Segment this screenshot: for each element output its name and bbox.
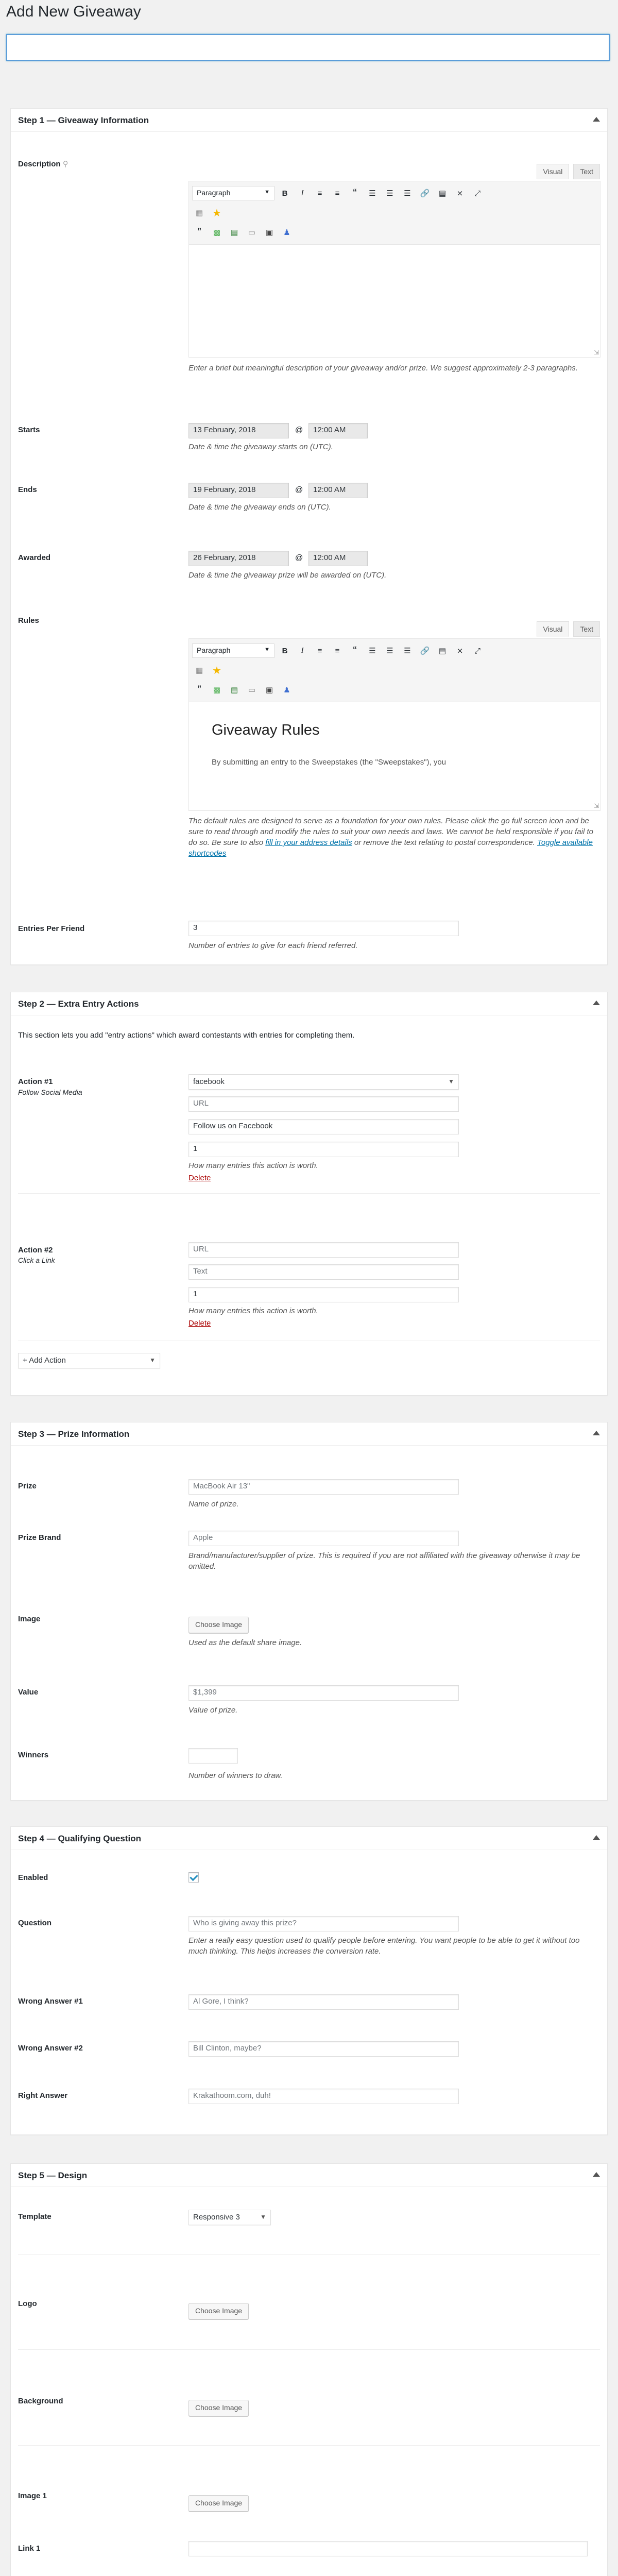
prize-label: Prize: [18, 1482, 37, 1490]
starts-help: Date & time the giveaway starts on (UTC).: [188, 443, 333, 451]
step2-panel: [10, 992, 608, 1396]
question-label: Question: [18, 1919, 52, 1927]
numbered-list-icon[interactable]: ≡: [335, 189, 340, 198]
numbered-list-icon[interactable]: ≡: [335, 646, 340, 655]
button-shortcode-icon[interactable]: ▭: [248, 686, 256, 694]
link-icon[interactable]: 🔗: [420, 647, 430, 655]
address-details-link[interactable]: fill in your address details: [265, 838, 352, 847]
ends-label: Ends: [18, 485, 37, 494]
chevron-down-icon: ▼: [448, 1078, 454, 1085]
more-tag-icon[interactable]: ▤: [438, 189, 447, 198]
action1-url-input[interactable]: URL: [188, 1096, 459, 1112]
winners-help: Number of winners to draw.: [188, 1771, 283, 1780]
quote-shortcode-icon[interactable]: ”: [197, 226, 201, 239]
prize-brand-label: Prize Brand: [18, 1533, 61, 1542]
step2-header[interactable]: [11, 992, 607, 1015]
collapse-toggle-icon[interactable]: [593, 1431, 600, 1435]
ends-help: Date & time the giveaway ends on (UTC).: [188, 503, 331, 512]
right-answer-label: Right Answer: [18, 2091, 68, 2100]
tab-visual[interactable]: Visual: [537, 621, 570, 637]
add-action-select[interactable]: + Add Action ▼: [18, 1353, 160, 1368]
at-sign: @: [295, 553, 303, 562]
image1-label: Image 1: [18, 2492, 47, 2500]
template-label: Template: [18, 2212, 52, 2221]
fullscreen-icon[interactable]: ⤢: [474, 646, 480, 655]
action2-entries-input[interactable]: 1: [188, 1287, 459, 1302]
value-input[interactable]: $1,399: [188, 1685, 459, 1701]
step1-heading: Step 1 — Giveaway Information: [18, 115, 149, 125]
action1-help: How many entries this action is worth.: [188, 1161, 318, 1170]
table-icon[interactable]: ▤: [230, 686, 238, 694]
rules-heading: Giveaway Rules: [212, 722, 320, 738]
action2-text-input[interactable]: Text: [188, 1264, 459, 1280]
action2-help: How many entries this action is worth.: [188, 1307, 318, 1315]
divider: [18, 2349, 600, 2350]
wrong-answer-2-label: Wrong Answer #2: [18, 2044, 83, 2053]
divider: [18, 2445, 600, 2446]
rules-editor-body[interactable]: [189, 702, 600, 799]
step2-intro: This section lets you add "entry actions" which award contestants with entries for completing them.: [18, 1031, 355, 1040]
description-label: Description ⚲: [18, 160, 68, 168]
bold-icon[interactable]: B: [282, 189, 288, 198]
action1-platform-select[interactable]: facebook ▼: [188, 1074, 459, 1090]
step4-panel: [10, 1826, 608, 2135]
entries-per-friend-label: Entries Per Friend: [18, 924, 85, 933]
entries-per-friend-help: Number of entries to give for each friend referred.: [188, 941, 358, 950]
step4-header[interactable]: [11, 1827, 607, 1850]
resize-grip-icon[interactable]: ⇲: [593, 349, 599, 356]
ends-date-input[interactable]: 19 February, 2018: [188, 483, 289, 498]
value-label: Value: [18, 1688, 39, 1697]
prize-brand-help: Brand/manufacturer/supplier of prize. This is required if you are not affiliated with the giveaway otherwise it may be omitted.: [188, 1551, 580, 1571]
blockquote-icon[interactable]: “: [353, 187, 357, 199]
italic-icon[interactable]: I: [301, 189, 304, 197]
chevron-down-icon: ▼: [149, 1357, 156, 1364]
starts-label: Starts: [18, 426, 40, 434]
quote-shortcode-icon[interactable]: ”: [197, 683, 201, 696]
starts-date-input[interactable]: 13 February, 2018: [188, 423, 289, 438]
collapse-toggle-icon[interactable]: [593, 1835, 600, 1840]
align-left-icon[interactable]: ☰: [369, 647, 376, 655]
button-shortcode-icon[interactable]: ▭: [248, 228, 256, 237]
blockquote-icon[interactable]: “: [353, 644, 357, 657]
tab-text[interactable]: Text: [573, 621, 600, 637]
tab-text[interactable]: Text: [573, 164, 600, 179]
unlink-icon[interactable]: ⨯: [456, 189, 464, 198]
page-title: Add New Giveaway: [6, 3, 141, 20]
awarded-help: Date & time the giveaway prize will be awarded on (UTC).: [188, 571, 387, 580]
rules-label: Rules: [18, 616, 39, 625]
italic-icon[interactable]: I: [301, 646, 304, 655]
step1-panel: [10, 108, 608, 965]
ends-time-input[interactable]: 12:00 AM: [308, 483, 368, 498]
at-sign: @: [295, 485, 303, 494]
align-left-icon[interactable]: ☰: [369, 189, 376, 198]
toolbar-toggle-icon[interactable]: ▦: [195, 209, 203, 217]
more-tag-icon[interactable]: ▤: [438, 647, 447, 655]
wrong-answer-1-label: Wrong Answer #1: [18, 1997, 83, 2006]
box-shortcode-icon[interactable]: ▣: [265, 228, 273, 237]
chevron-down-icon: ▼: [260, 2213, 266, 2221]
step5-panel: [10, 2163, 608, 2576]
align-right-icon[interactable]: ☰: [404, 647, 411, 655]
toggle-shortcodes-link[interactable]: Toggle available shortcodes: [188, 838, 593, 858]
image-help: Used as the default share image.: [188, 1638, 302, 1647]
description-editor[interactable]: [188, 167, 600, 358]
description-help: Enter a brief but meaningful description of your giveaway and/or prize. We suggest approximately 2-3 paragraphs.: [188, 364, 578, 372]
step3-heading: Step 3 — Prize Information: [18, 1429, 130, 1439]
awarded-time-input[interactable]: 12:00 AM: [308, 551, 368, 566]
table-icon[interactable]: ▤: [230, 228, 238, 237]
user-shortcode-icon[interactable]: ♟: [283, 228, 290, 237]
step2-heading: Step 2 — Extra Entry Actions: [18, 999, 139, 1009]
winners-label: Winners: [18, 1751, 49, 1759]
logo-choose-image-button[interactable]: Choose Image: [188, 2303, 249, 2319]
resize-grip-icon[interactable]: ⇲: [593, 802, 599, 809]
divider: [18, 1193, 600, 1194]
step1-header[interactable]: [11, 109, 607, 132]
bullet-list-icon[interactable]: ≡: [317, 646, 322, 655]
action1-text-input[interactable]: Follow us on Facebook: [188, 1119, 459, 1134]
step5-header[interactable]: [11, 2164, 607, 2187]
winners-input[interactable]: [188, 1748, 238, 1764]
value-help: Value of prize.: [188, 1706, 238, 1715]
template-select[interactable]: Responsive 3 ▼: [188, 2210, 271, 2225]
background-label: Background: [18, 2397, 63, 2405]
star-icon[interactable]: ★: [212, 665, 221, 676]
at-sign: @: [295, 426, 303, 434]
align-center-icon[interactable]: ☰: [386, 647, 393, 655]
background-choose-image-button[interactable]: Choose Image: [188, 2400, 249, 2416]
action2-label: Action #2: [18, 1246, 53, 1255]
link1-input[interactable]: [188, 2541, 588, 2556]
rules-editor-toolbar: [189, 639, 600, 702]
enabled-label: Enabled: [18, 1873, 48, 1882]
unlink-icon[interactable]: ⨯: [456, 647, 464, 655]
align-center-icon[interactable]: ☰: [386, 189, 393, 198]
description-editor-body[interactable]: [189, 245, 600, 346]
gallery-icon[interactable]: ▩: [213, 228, 221, 237]
gallery-icon[interactable]: ▩: [213, 686, 221, 694]
user-shortcode-icon[interactable]: ♟: [283, 686, 290, 694]
link1-label: Link 1: [18, 2544, 41, 2553]
wrong-answer-1-input[interactable]: Al Gore, I think?: [188, 1994, 459, 2010]
collapse-toggle-icon[interactable]: [593, 117, 600, 122]
rules-help: The default rules are designed to serve as a foundation for your own rules. Please click the go full screen icon and be sure to read through and modify the rules to suit your own needs and laws. We cannot be held responsible if you fail to do so. Be sure to also fill in your address details or remove the text relating to postal correspondence. Toggle available shortcodes: [188, 817, 594, 858]
prize-help: Name of prize.: [188, 1500, 239, 1509]
logo-label: Logo: [18, 2299, 37, 2308]
wrong-answer-2-input[interactable]: Bill Clinton, maybe?: [188, 2041, 459, 2057]
prize-brand-input[interactable]: Apple: [188, 1531, 459, 1546]
tab-visual[interactable]: Visual: [537, 164, 570, 179]
giveaway-title-input[interactable]: [6, 34, 610, 61]
right-answer-input[interactable]: Krakathoom.com, duh!: [188, 2089, 459, 2104]
star-icon[interactable]: ★: [212, 207, 221, 219]
editor-tabs: [535, 164, 600, 179]
bold-icon[interactable]: B: [282, 646, 288, 655]
action1-delete-link[interactable]: Delete: [188, 1174, 211, 1182]
rules-editor[interactable]: [188, 625, 600, 811]
question-help: Enter a really easy question used to qualify people before entering. You want people to be able to get it without too much thinking. This helps increases the conversion rate.: [188, 1936, 580, 1956]
toolbar-toggle-icon[interactable]: ▦: [195, 666, 203, 675]
image1-choose-image-button[interactable]: Choose Image: [188, 2495, 249, 2512]
format-select[interactable]: Paragraph ▼: [192, 643, 274, 658]
starts-time-input[interactable]: 12:00 AM: [308, 423, 368, 438]
divider: [18, 2254, 600, 2255]
editor-toolbar: [189, 181, 600, 245]
action1-type: Follow Social Media: [18, 1088, 82, 1096]
action2-url-input[interactable]: URL: [188, 1242, 459, 1258]
rules-editor-tabs: [535, 621, 600, 637]
action1-entries-input[interactable]: 1: [188, 1142, 459, 1157]
format-select[interactable]: Paragraph ▼: [192, 186, 274, 200]
collapse-toggle-icon[interactable]: [593, 1001, 600, 1005]
box-shortcode-icon[interactable]: ▣: [265, 686, 273, 694]
search-icon: ⚲: [62, 160, 68, 168]
entries-per-friend-input[interactable]: 3: [188, 921, 459, 936]
enabled-checkbox[interactable]: [188, 1872, 199, 1883]
prize-input[interactable]: MacBook Air 13": [188, 1479, 459, 1495]
step5-heading: Step 5 — Design: [18, 2171, 88, 2180]
awarded-date-input[interactable]: 26 February, 2018: [188, 551, 289, 566]
step4-heading: Step 4 — Qualifying Question: [18, 1834, 141, 1843]
step3-panel: [10, 1422, 608, 1801]
fullscreen-icon[interactable]: ⤢: [474, 189, 480, 198]
choose-image-button[interactable]: Choose Image: [188, 1617, 249, 1633]
collapse-toggle-icon[interactable]: [593, 2172, 600, 2177]
question-input[interactable]: Who is giving away this prize?: [188, 1916, 459, 1931]
action2-delete-link[interactable]: Delete: [188, 1319, 211, 1328]
rules-text: By submitting an entry to the Sweepstakes (the "Sweepstakes"), you: [212, 758, 447, 767]
awarded-label: Awarded: [18, 553, 51, 562]
action2-type: Click a Link: [18, 1256, 55, 1264]
step3-header[interactable]: [11, 1422, 607, 1446]
action1-label: Action #1: [18, 1077, 53, 1086]
link-icon[interactable]: 🔗: [420, 189, 430, 198]
align-right-icon[interactable]: ☰: [404, 189, 411, 198]
bullet-list-icon[interactable]: ≡: [317, 189, 322, 198]
image-label: Image: [18, 1615, 41, 1623]
